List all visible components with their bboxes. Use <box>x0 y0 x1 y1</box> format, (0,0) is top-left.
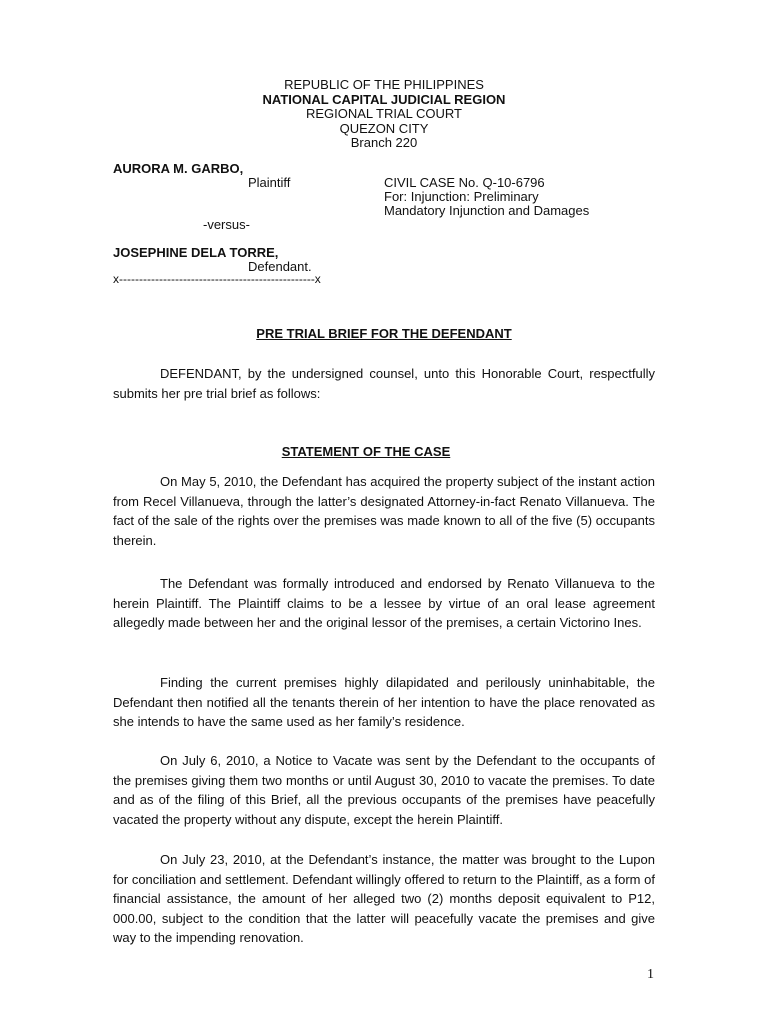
paragraph-4: On July 6, 2010, a Notice to Vacate was sent by the Defendant to the occupants of the premises giving them two months or until August 30, 2010 to vacate the premises. To date and as of the filing of this Brief, all the previous occupants of the premises have peacefully vacated the property without any dispute, except the herein Plaintiff. <box>113 753 655 827</box>
caption-separator: x-------------------------------------------------x <box>113 272 321 286</box>
paragraph-3: Finding the current premises highly dilapidated and perilously uninhabitable, the Defendant then notified all the tenants therein of her intention to have the place renovated as she intends to have the same used as her family’s residence. <box>113 675 655 730</box>
caption-court: REGIONAL TRIAL COURT <box>305 106 463 121</box>
plaintiff-name: AURORA M. GARBO, <box>113 161 244 176</box>
versus-label: -versus- <box>203 217 250 232</box>
caption-republic: REPUBLIC OF THE PHILIPPINES <box>284 77 484 92</box>
plaintiff-role: Plaintiff <box>248 175 291 190</box>
paragraph-1: On May 5, 2010, the Defendant has acquired the property subject of the instant action from Recel Villanueva, through the latter’s designated Attorney-in-fact Renato Villanueva. The fact of the sale of the rights over the premises was made known to all of the five (5) occupants therein. <box>113 474 655 548</box>
case-for-line2: Mandatory Injunction and Damages <box>384 203 590 218</box>
defendant-role: Defendant. <box>248 259 312 274</box>
defendant-name: JOSEPHINE DELA TORRE, <box>113 245 279 260</box>
case-number: CIVIL CASE No. Q-10-6796 <box>384 175 545 190</box>
page-number: 1 <box>647 967 654 982</box>
intro-paragraph: DEFENDANT, by the undersigned counsel, unto this Honorable Court, respectfully submits her pre trial brief as follows: <box>113 366 655 401</box>
caption-region: NATIONAL CAPITAL JUDICIAL REGION <box>262 91 506 107</box>
paragraph-5: On July 23, 2010, at the Defendant’s instance, the matter was brought to the Lupon for conciliation and settlement. Defendant willingly offered to return to the Plaintiff, as a form of financial assistance, the amount of her alleged two (2) months deposit equivalent to P12, 000.00, subject to the condition that the latter will peacefully vacate the premises and give way to the impending renovation. <box>113 852 655 946</box>
case-for-line1: For: Injunction: Preliminary <box>384 189 539 204</box>
document-title: PRE TRIAL BRIEF FOR THE DEFENDANT <box>256 326 512 341</box>
paragraph-2: The Defendant was formally introduced and endorsed by Renato Villanueva to the herein Plaintiff. The Plaintiff claims to be a lessee by virtue of an oral lease agreement allegedly made between her and the original lessor of the premises, a certain Victorino Ines. <box>113 576 655 631</box>
section-title: STATEMENT OF THE CASE <box>281 444 451 459</box>
court-caption <box>0 78 768 151</box>
caption-branch: Branch 220 <box>350 135 418 150</box>
caption-city: QUEZON CITY <box>339 120 429 136</box>
